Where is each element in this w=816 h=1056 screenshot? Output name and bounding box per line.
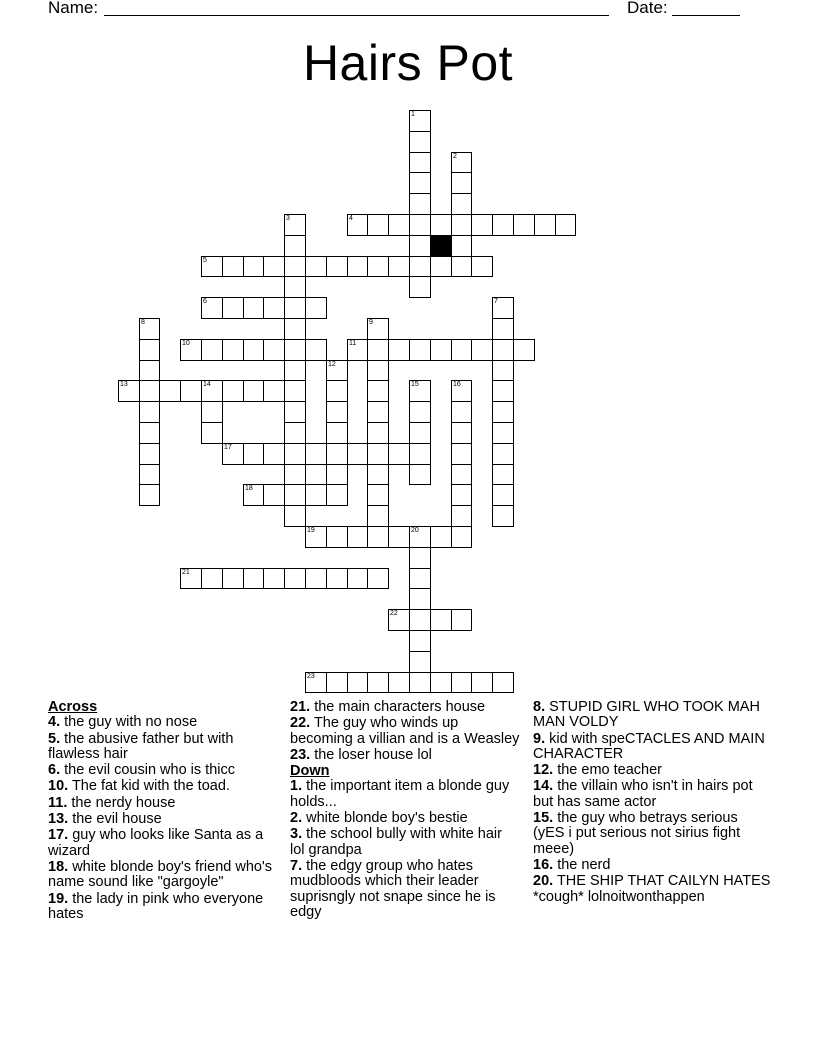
clue-number-label: 5.: [48, 730, 61, 747]
grid-cell[interactable]: [430, 526, 452, 548]
grid-cell[interactable]: [326, 568, 348, 589]
grid-cell[interactable]: [451, 609, 472, 631]
grid-cell[interactable]: [492, 360, 514, 381]
grid-cell[interactable]: [284, 276, 306, 298]
grid-cell[interactable]: [367, 256, 389, 277]
grid-cell[interactable]: [513, 339, 535, 361]
down-heading: Down: [290, 763, 330, 780]
grid-cell[interactable]: [492, 318, 514, 340]
grid-cell[interactable]: [367, 672, 389, 693]
grid-cell[interactable]: [409, 609, 431, 631]
grid-cell[interactable]: [471, 672, 493, 693]
grid-cell[interactable]: [305, 297, 327, 319]
grid-cell[interactable]: [409, 110, 431, 132]
grid-cell[interactable]: [284, 297, 306, 319]
grid-cell[interactable]: [367, 526, 389, 548]
clue-text: the lady in pink who everyone hates: [48, 890, 264, 922]
clue-number: 6: [203, 298, 207, 305]
grid-cell[interactable]: [243, 484, 264, 506]
grid-cell[interactable]: [263, 443, 285, 465]
clue-number-label: 22.: [290, 715, 311, 732]
clue-number: 2: [453, 153, 457, 160]
grid-cell[interactable]: [347, 443, 368, 465]
clue-number-label: 9.: [533, 730, 546, 747]
clue-text: the guy who betrays serious (yES i put serious not sirius fight meee): [533, 810, 741, 857]
clue-number-label: 10.: [48, 778, 69, 795]
clue-number: 8: [141, 319, 145, 326]
grid-cell[interactable]: [201, 297, 223, 319]
grid-cell[interactable]: [367, 464, 389, 485]
grid-cell[interactable]: [367, 568, 389, 589]
clue-number-label: 1.: [290, 778, 303, 795]
clue: [48, 715, 278, 730]
clue-text: the villain who isn't in hairs pot but has same actor: [533, 778, 753, 810]
grid-cell[interactable]: [347, 568, 368, 589]
clue-number: 23: [307, 673, 315, 680]
grid-cell[interactable]: [367, 401, 389, 423]
grid-cell[interactable]: [305, 672, 327, 693]
grid-cell[interactable]: [409, 256, 431, 277]
grid-cell[interactable]: [492, 380, 514, 402]
clue-text: kid with speCTACLES AND MAIN CHARACTER: [533, 730, 765, 762]
grid-cell[interactable]: [388, 443, 410, 465]
grid-cell[interactable]: [201, 380, 223, 402]
grid-cell[interactable]: [430, 672, 452, 693]
grid-cell[interactable]: [492, 672, 514, 693]
grid-cell[interactable]: [409, 630, 431, 652]
grid-cell[interactable]: [326, 422, 348, 444]
grid-cell[interactable]: [409, 422, 431, 444]
grid-cell[interactable]: [367, 360, 389, 381]
grid-cell[interactable]: [409, 152, 431, 173]
grid-cell[interactable]: [139, 380, 160, 402]
clue-number-label: 6.: [48, 762, 61, 779]
clue-number-label: 13.: [48, 811, 69, 828]
grid-cell[interactable]: [451, 152, 472, 173]
clue-text: the abusive father but with flawless hair: [48, 730, 234, 762]
clue: [290, 700, 520, 715]
grid-cell[interactable]: [409, 193, 431, 215]
grid-cell[interactable]: [492, 422, 514, 444]
grid-cell[interactable]: [284, 214, 306, 236]
clue-number-label: 4.: [48, 714, 61, 731]
grid-cell[interactable]: [326, 360, 348, 381]
grid-cell[interactable]: [180, 380, 202, 402]
clue-text: the main characters house: [310, 699, 486, 715]
clue-number-label: 12.: [533, 762, 554, 779]
grid-cell[interactable]: [492, 214, 514, 236]
grid-cell[interactable]: [367, 505, 389, 527]
clue-text: the evil house: [68, 811, 162, 828]
grid-cell[interactable]: [451, 193, 472, 215]
grid-cell[interactable]: [263, 256, 285, 277]
clue-text: THE SHIP THAT CAILYN HATES *cough* lolnoitwonthappen: [533, 873, 771, 905]
clue: [48, 892, 278, 923]
grid-cell[interactable]: [222, 380, 244, 402]
name-line[interactable]: [104, 15, 609, 16]
clue-number-label: 21.: [290, 699, 311, 715]
clue-number: 10: [182, 340, 190, 347]
grid-cell[interactable]: [492, 505, 514, 527]
grid-cell[interactable]: [347, 339, 368, 361]
clue-text: the loser house lol: [310, 746, 432, 763]
grid-cell[interactable]: [326, 443, 348, 465]
clue: [533, 779, 773, 810]
grid-cell[interactable]: [388, 526, 410, 548]
clue-number: 21: [182, 569, 190, 576]
grid-cell[interactable]: [284, 505, 306, 527]
grid-cell[interactable]: [222, 568, 244, 589]
grid-cell[interactable]: [180, 339, 202, 361]
grid-cell[interactable]: [180, 568, 202, 589]
clue-number-label: 7.: [290, 857, 303, 874]
grid-cell[interactable]: [222, 256, 244, 277]
grid-cell[interactable]: [492, 443, 514, 465]
clue-number: 22: [390, 610, 398, 617]
grid-cell[interactable]: [263, 568, 285, 589]
grid-cell[interactable]: [430, 609, 452, 631]
grid-cell[interactable]: [409, 672, 431, 693]
grid-cell[interactable]: [326, 401, 348, 423]
grid-cell[interactable]: [139, 422, 160, 444]
clue-number-label: 18.: [48, 858, 69, 875]
grid-cell[interactable]: [388, 339, 410, 361]
grid-cell[interactable]: [284, 443, 306, 465]
grid-cell[interactable]: [263, 484, 285, 506]
grid-cell[interactable]: [451, 505, 472, 527]
clue-number: 3: [286, 215, 290, 222]
clue-number-label: 17.: [48, 827, 69, 844]
grid-cell[interactable]: [492, 401, 514, 423]
grid-cell[interactable]: [409, 339, 431, 361]
grid-cell[interactable]: [284, 235, 306, 257]
grid-cell[interactable]: [139, 401, 160, 423]
grid-cell[interactable]: [409, 172, 431, 194]
clue-number-label: 3.: [290, 826, 303, 843]
grid-cell[interactable]: [201, 568, 223, 589]
grid-cell[interactable]: [243, 297, 264, 319]
grid-cell[interactable]: [284, 484, 306, 506]
clue: [533, 732, 773, 763]
grid-cell[interactable]: [222, 297, 244, 319]
grid-cell[interactable]: [243, 443, 264, 465]
grid-cell[interactable]: [367, 339, 389, 361]
grid-cell[interactable]: [367, 318, 389, 340]
grid-cell[interactable]: [326, 380, 348, 402]
grid-cell[interactable]: [326, 464, 348, 485]
clue: [290, 716, 520, 747]
grid-cell[interactable]: [305, 568, 327, 589]
grid-cell[interactable]: [139, 484, 160, 506]
clue-text: white blonde boy's friend who's name sound like "gargoyle": [48, 858, 272, 891]
clue-number: 1: [411, 111, 415, 118]
clue-number-label: 14.: [533, 778, 554, 795]
grid-cell[interactable]: [534, 214, 556, 236]
name-label: Name:: [48, 0, 99, 17]
grid-cell[interactable]: [139, 318, 160, 340]
grid-cell[interactable]: [451, 672, 472, 693]
clue-column-1: [48, 700, 278, 923]
grid-cell[interactable]: [409, 588, 431, 610]
grid-cell[interactable]: [430, 256, 452, 277]
clue: [48, 796, 278, 811]
grid-cell[interactable]: [243, 339, 264, 361]
across-heading: Across: [48, 699, 98, 715]
grid-cell[interactable]: [243, 380, 264, 402]
clue: [290, 779, 520, 810]
grid-cell[interactable]: [284, 568, 306, 589]
date-line[interactable]: [672, 15, 740, 16]
grid-cell[interactable]: [451, 214, 472, 236]
grid-cell[interactable]: [451, 235, 472, 257]
grid-cell[interactable]: [347, 672, 368, 693]
grid-cell[interactable]: [430, 339, 452, 361]
grid-cell[interactable]: [409, 235, 431, 257]
clue: [48, 779, 278, 794]
grid-cell[interactable]: [430, 214, 452, 236]
clue-number: 16: [453, 381, 461, 388]
grid-cell[interactable]: [451, 380, 472, 402]
grid-cell[interactable]: [284, 360, 306, 381]
grid-cell[interactable]: [451, 464, 472, 485]
grid-cell[interactable]: [326, 526, 348, 548]
clue-number: 13: [120, 381, 128, 388]
grid-cell[interactable]: [305, 443, 327, 465]
grid-cell[interactable]: [513, 214, 535, 236]
grid-cell[interactable]: [284, 318, 306, 340]
grid-cell[interactable]: [139, 464, 160, 485]
grid-cell[interactable]: [118, 380, 140, 402]
clue-number: 19: [307, 527, 315, 534]
grid-cell[interactable]: [284, 422, 306, 444]
grid-cell[interactable]: [367, 484, 389, 506]
grid-cell[interactable]: [492, 464, 514, 485]
clue-text: the school bully with white hair lol grandpa: [290, 826, 502, 858]
grid-cell[interactable]: [451, 256, 472, 277]
grid-cell[interactable]: [305, 339, 327, 361]
grid-cell[interactable]: [451, 526, 472, 548]
grid-cell[interactable]: [263, 380, 285, 402]
clue-text: the evil cousin who is thicc: [60, 762, 235, 779]
grid-cell[interactable]: [284, 339, 306, 361]
grid-cell[interactable]: [388, 256, 410, 277]
grid-cell[interactable]: [471, 256, 493, 277]
grid-cell[interactable]: [201, 422, 223, 444]
grid-cell[interactable]: [243, 256, 264, 277]
clue-text: the edgy group who hates mudbloods which their leader suprisngly not snape since he is edgy: [290, 857, 496, 920]
clue: [533, 811, 773, 857]
clue-text: STUPID GIRL WHO TOOK MAH MAN VOLDY: [533, 699, 760, 731]
grid-cell[interactable]: [409, 464, 431, 485]
grid-cell[interactable]: [409, 401, 431, 423]
grid-cell[interactable]: [159, 380, 181, 402]
grid-cell[interactable]: [263, 297, 285, 319]
grid-cell[interactable]: [388, 609, 410, 631]
clue-number: 4: [349, 215, 353, 222]
grid-cell[interactable]: [367, 422, 389, 444]
grid-cell[interactable]: [451, 172, 472, 194]
clue: [533, 874, 773, 905]
clue-text: white blonde boy's bestie: [302, 810, 468, 827]
clue-number: 5: [203, 257, 207, 264]
clue-number: 18: [245, 485, 253, 492]
grid-cell[interactable]: [305, 526, 327, 548]
clue-text: the important item a blonde guy holds...: [290, 778, 510, 810]
clue: [290, 859, 520, 920]
clue-number-label: 2.: [290, 810, 303, 827]
clue-column-3: [533, 700, 773, 906]
grid-cell[interactable]: [305, 484, 327, 506]
grid-cell[interactable]: [492, 297, 514, 319]
clue-number: 15: [411, 381, 419, 388]
clue-number: 9: [369, 319, 373, 326]
grid-cell[interactable]: [326, 256, 348, 277]
clue-text: guy who looks like Santa as a wizard: [48, 827, 264, 859]
page-title: Hairs Pot: [302, 35, 514, 91]
grid-cell[interactable]: [409, 214, 431, 236]
clue-number-label: 20.: [533, 873, 554, 890]
grid-cell[interactable]: [409, 651, 431, 673]
grid-cell[interactable]: [347, 526, 368, 548]
grid-cell[interactable]: [492, 339, 514, 361]
grid-cell[interactable]: [326, 672, 348, 693]
clue: [48, 763, 278, 778]
clue-text: the nerd: [553, 856, 611, 873]
clue-text: the guy with no nose: [60, 714, 198, 731]
grid-cell[interactable]: [409, 547, 431, 569]
grid-cell[interactable]: [451, 484, 472, 506]
grid-cell[interactable]: [471, 339, 493, 361]
grid-cell[interactable]: [201, 339, 223, 361]
clue-number: 20: [411, 527, 419, 534]
grid-cell[interactable]: [284, 464, 306, 485]
clue: [533, 858, 773, 873]
grid-cell[interactable]: [555, 214, 576, 236]
grid-cell[interactable]: [284, 401, 306, 423]
clue: [48, 860, 278, 891]
clue-text: the emo teacher: [553, 762, 662, 779]
grid-cell[interactable]: [451, 443, 472, 465]
grid-cell[interactable]: [451, 401, 472, 423]
grid-cell[interactable]: [263, 339, 285, 361]
clue-text: The fat kid with the toad.: [68, 778, 230, 795]
grid-cell[interactable]: [388, 672, 410, 693]
clue-number-label: 19.: [48, 890, 69, 907]
grid-cell[interactable]: [201, 401, 223, 423]
grid-cell[interactable]: [367, 214, 389, 236]
grid-cell[interactable]: [222, 339, 244, 361]
clue-number-label: 8.: [533, 699, 546, 715]
date-label: Date:: [627, 0, 668, 17]
grid-cell[interactable]: [139, 360, 160, 381]
grid-cell[interactable]: [139, 443, 160, 465]
clue-number-label: 23.: [290, 746, 311, 763]
clue: [533, 700, 773, 731]
clue: [533, 763, 773, 778]
clue-number-label: 15.: [533, 810, 554, 827]
grid-cell[interactable]: [451, 422, 472, 444]
grid-cell[interactable]: [409, 443, 431, 465]
grid-cell[interactable]: [326, 484, 348, 506]
grid-cell[interactable]: [347, 214, 368, 236]
grid-cell[interactable]: [305, 256, 327, 277]
clue-number: 7: [494, 298, 498, 305]
grid-cell[interactable]: [409, 131, 431, 153]
clue: [290, 827, 520, 858]
grid-cell[interactable]: [284, 256, 306, 277]
grid-cell[interactable]: [409, 276, 431, 298]
grid-cell[interactable]: [451, 339, 472, 361]
grid-cell[interactable]: [409, 380, 431, 402]
clue: [290, 811, 520, 826]
grid-cell[interactable]: [347, 256, 368, 277]
grid-cell[interactable]: [388, 214, 410, 236]
grid-cell[interactable]: [492, 484, 514, 506]
black-cell: [430, 235, 452, 257]
grid-cell[interactable]: [284, 380, 306, 402]
grid-cell[interactable]: [222, 443, 244, 465]
grid-cell[interactable]: [409, 568, 431, 589]
clue-number: 14: [203, 381, 211, 388]
grid-cell[interactable]: [409, 526, 431, 548]
clue: [290, 748, 520, 763]
grid-cell[interactable]: [471, 214, 493, 236]
grid-cell[interactable]: [139, 339, 160, 361]
grid-cell[interactable]: [201, 256, 223, 277]
clue: [48, 828, 278, 859]
grid-cell[interactable]: [367, 443, 389, 465]
grid-cell[interactable]: [367, 380, 389, 402]
grid-cell[interactable]: [243, 568, 264, 589]
clue: [48, 812, 278, 827]
clue-number-label: 16.: [533, 856, 554, 873]
clue-number-label: 11.: [48, 794, 68, 811]
clue-number: 11: [349, 340, 357, 347]
clue-number: 17: [224, 444, 232, 451]
clue: [48, 732, 278, 763]
clue-column-2: [290, 700, 520, 921]
clue-number: 12: [328, 361, 336, 368]
clue-text: The guy who winds up becoming a villian and is a Weasley: [290, 715, 520, 747]
clue-text: the nerdy house: [67, 794, 176, 811]
